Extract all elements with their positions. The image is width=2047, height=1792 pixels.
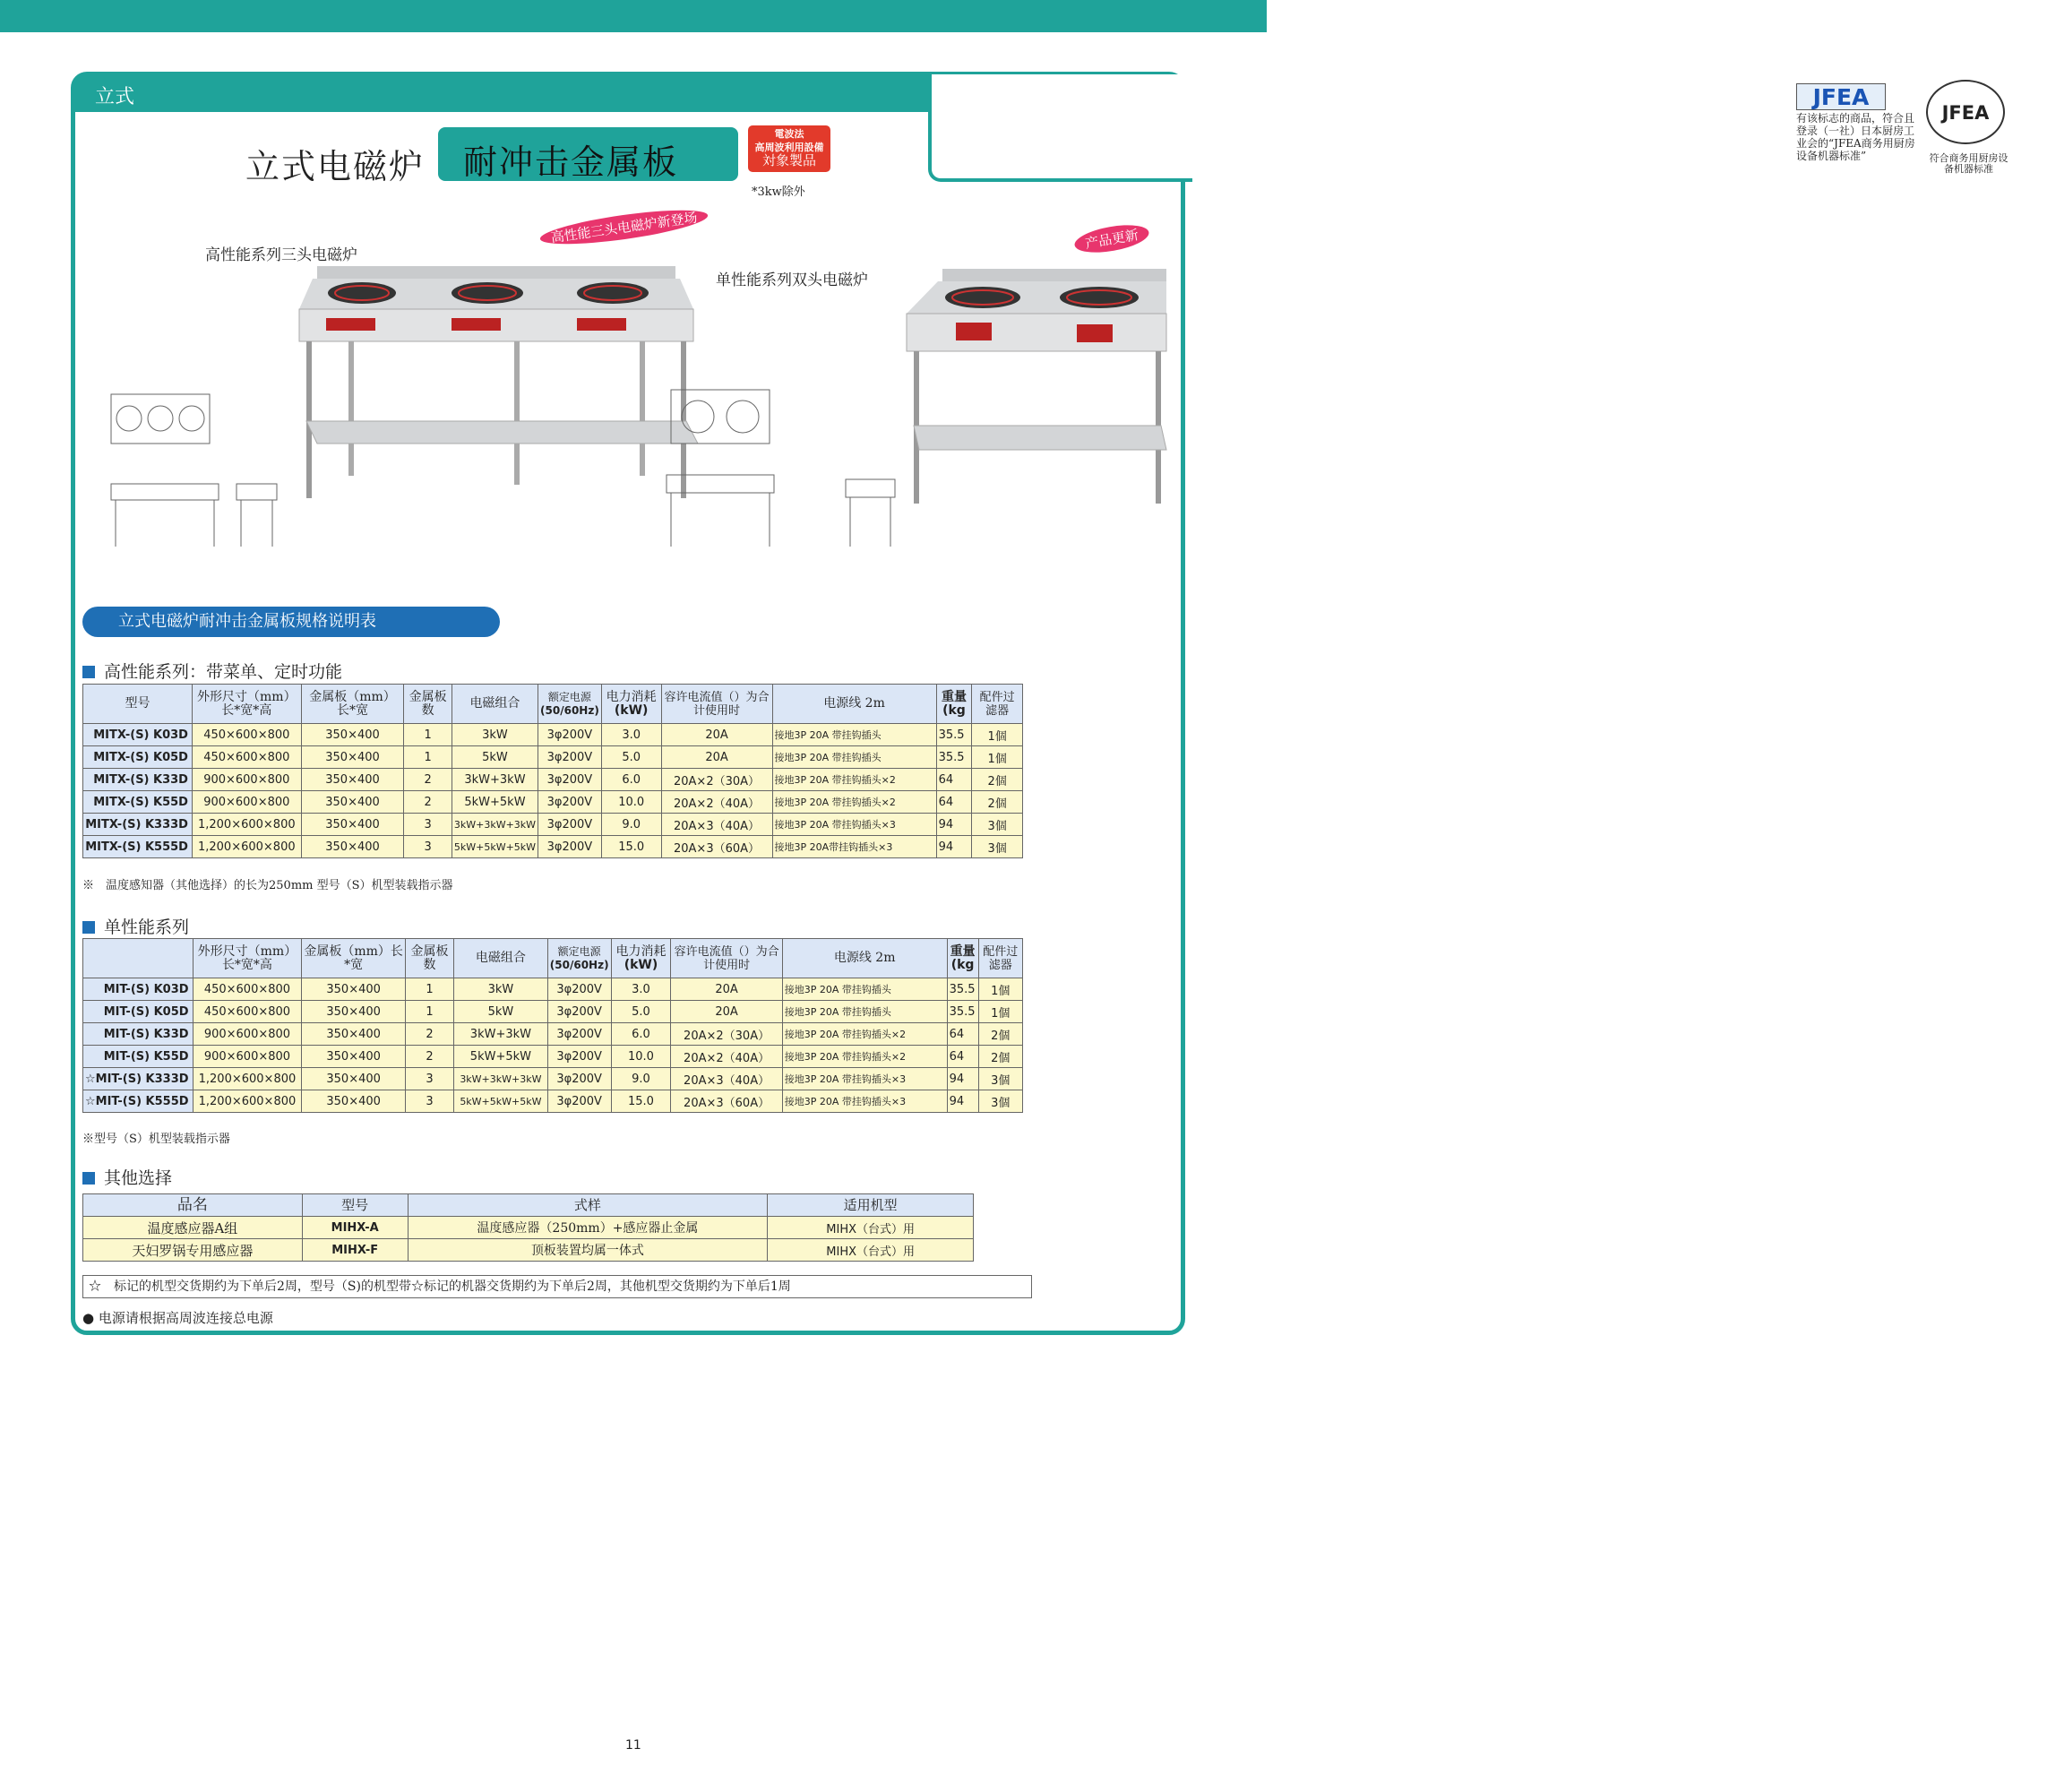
hdr-size: 外形尺寸（mm）长*宽*高	[192, 685, 301, 724]
table-cell: 2個	[978, 1046, 1022, 1068]
hdr2-weight	[947, 939, 978, 978]
top-band	[0, 0, 1267, 32]
table-cell: 350×400	[302, 1001, 406, 1023]
table-cell: 3個	[978, 1090, 1022, 1113]
table-cell: 3φ200V	[538, 814, 602, 836]
table-cell: 3	[405, 1068, 453, 1090]
table-cell: 1個	[978, 978, 1022, 1001]
table-cell: 3個	[972, 836, 1023, 858]
table-cell: 3φ200V	[538, 746, 602, 769]
hdr-power	[601, 685, 661, 724]
table-cell: 接地3P 20A 带挂钩插头	[782, 1001, 947, 1023]
table-row	[83, 724, 1023, 746]
table-cell: 20A	[661, 746, 772, 769]
hdr-voltage-b: (50/60Hz)	[540, 703, 599, 717]
power-note: ● 电源请根据高周波连接总电源	[82, 1310, 273, 1326]
table-cell: 顶板装置均属一体式	[408, 1239, 768, 1262]
table-cell: 2	[404, 769, 452, 791]
subtitle-ribbon	[438, 127, 738, 181]
table-cell: 5kW+5kW	[452, 791, 538, 814]
table-cell: 350×400	[302, 1046, 406, 1068]
table-cell: 1,200×600×800	[193, 1090, 302, 1113]
badge-line3: 対象製品	[761, 152, 816, 168]
table-row	[83, 791, 1023, 814]
table-cell: 450×600×800	[193, 978, 302, 1001]
table-cell: 35.5	[936, 746, 972, 769]
table-cell: 温度感应器（250mm）+感应器止金属	[408, 1217, 768, 1239]
hdr-voltage	[538, 685, 602, 724]
square-bullet-icon	[82, 921, 95, 934]
table-cell: 1個	[978, 1001, 1022, 1023]
opt-hdr-style: 式样	[408, 1194, 768, 1217]
table-row	[83, 1217, 974, 1239]
table-cell: 3φ200V	[547, 978, 611, 1001]
table-cell: 天妇罗锅专用感应器	[83, 1239, 303, 1262]
table-cell: 20A×2（30A）	[661, 769, 772, 791]
table-cell: 3φ200V	[547, 1001, 611, 1023]
radio-law-badge	[748, 125, 830, 172]
jfea-block	[1787, 78, 2047, 181]
table-cell: 64	[947, 1046, 978, 1068]
table-row	[83, 1090, 1023, 1113]
hdr-current: 容许电流值（）为合计使用时	[661, 685, 772, 724]
table-cell: 接地3P 20A 带挂钩插头×3	[782, 1068, 947, 1090]
table-cell: 5kW+5kW	[454, 1046, 548, 1068]
hdr-model: 型号	[83, 685, 193, 724]
table-cell: MITX-(S) K33D	[83, 769, 193, 791]
table-cell: 2個	[972, 791, 1023, 814]
table-cell: 接地3P 20A 带挂钩插头×2	[782, 1023, 947, 1046]
table-row	[83, 746, 1023, 769]
series1-footnote: ※ 温度感知器（其他选择）的长为250mm 型号（S）机型装载指示器	[82, 879, 453, 892]
table-cell: 94	[936, 814, 972, 836]
table-cell: 2	[405, 1023, 453, 1046]
table-cell: 20A×2（40A）	[671, 1046, 782, 1068]
table-cell: 350×400	[301, 769, 404, 791]
table-cell: 接地3P 20A 带挂钩插头×2	[782, 1046, 947, 1068]
table-cell: 350×400	[301, 836, 404, 858]
table-cell: MIT-(S) K33D	[83, 1023, 194, 1046]
hdr-combo: 电磁组合	[452, 685, 538, 724]
table-cell: 6.0	[601, 769, 661, 791]
table-cell: MITX-(S) K333D	[83, 814, 193, 836]
table-cell: 1	[404, 724, 452, 746]
table-cell: 3kW+3kW+3kW	[452, 814, 538, 836]
table-cell: 1	[405, 1001, 453, 1023]
table-cell: 接地3P 20A 带挂钩插头×2	[772, 769, 936, 791]
table-cell: 350×400	[301, 791, 404, 814]
table-cell: 2個	[978, 1023, 1022, 1046]
table-cell: 3φ200V	[538, 769, 602, 791]
table-row	[83, 769, 1023, 791]
table-cell: 2	[405, 1046, 453, 1068]
hdr-weight	[936, 685, 972, 724]
table-cell: MIHX-F	[302, 1239, 408, 1262]
table-row	[83, 1001, 1023, 1023]
hdr2-size: 外形尺寸（mm）长*宽*高	[193, 939, 302, 978]
table-cell: 900×600×800	[192, 791, 301, 814]
table-cell: 3φ200V	[547, 1023, 611, 1046]
table-cell: 350×400	[302, 1068, 406, 1090]
series2-heading-text: 单性能系列	[104, 918, 190, 937]
table-cell: 接地3P 20A 带挂钩插头	[772, 746, 936, 769]
table-cell: 15.0	[611, 1090, 671, 1113]
table-cell: 6.0	[611, 1023, 671, 1046]
table-cell: 64	[936, 769, 972, 791]
badge-line1: 電波法	[774, 128, 804, 140]
table-cell: 350×400	[301, 724, 404, 746]
table-cell: 3個	[972, 814, 1023, 836]
opt-hdr-applies: 适用机型	[768, 1194, 974, 1217]
table-cell: 900×600×800	[193, 1023, 302, 1046]
table-cell: 35.5	[947, 978, 978, 1001]
table-cell: 94	[936, 836, 972, 858]
hdr-filter: 配件过滤器	[972, 685, 1023, 724]
hdr2-combo: 电磁组合	[454, 939, 548, 978]
table-cell: 5kW	[454, 1001, 548, 1023]
table-cell: 3φ200V	[547, 1068, 611, 1090]
caption-two-burner: 单性能系列双头电磁炉	[716, 271, 868, 289]
options-heading-text: 其他选择	[104, 1168, 173, 1188]
table-cell: 20A×3（60A）	[661, 836, 772, 858]
table-cell: 1,200×600×800	[192, 836, 301, 858]
table-cell: 1,200×600×800	[193, 1068, 302, 1090]
square-bullet-icon	[82, 666, 95, 678]
table-cell: 20A	[661, 724, 772, 746]
table-cell: MITX-(S) K555D	[83, 836, 193, 858]
page-number: 11	[625, 1738, 641, 1753]
hdr-voltage-a: 额定电源	[547, 690, 591, 703]
table-cell: 20A×3（40A）	[671, 1068, 782, 1090]
hdr2-model	[83, 939, 194, 978]
table-cell: 15.0	[601, 836, 661, 858]
table-cell: 2個	[972, 769, 1023, 791]
table-cell: 温度感应器A组	[83, 1217, 303, 1239]
three-burner-schematic	[84, 381, 286, 573]
table-cell: 64	[947, 1023, 978, 1046]
hdr2-weight-b: (kg	[950, 957, 975, 972]
hdr-cord: 电源线 2m	[772, 685, 936, 724]
series1-table	[82, 684, 1023, 858]
table-cell: 9.0	[611, 1068, 671, 1090]
series2-heading	[82, 914, 189, 938]
table-cell: MIHX-A	[302, 1217, 408, 1239]
table-cell: 3kW+3kW+3kW	[454, 1068, 548, 1090]
hdr-count: 金属板数	[404, 685, 452, 724]
two-burner-stove-image	[898, 251, 1184, 520]
table-cell: 35.5	[947, 1001, 978, 1023]
table-row	[83, 1046, 1023, 1068]
hdr2-filter: 配件过滤器	[978, 939, 1022, 978]
table-cell: 3φ200V	[547, 1090, 611, 1113]
opt-hdr-model: 型号	[302, 1194, 408, 1217]
table-cell: 94	[947, 1090, 978, 1113]
update-tag: 产品更新	[1072, 220, 1150, 257]
delivery-note: ☆ 标记的机型交货期约为下单后2周，型号（S)的机型带☆标记的机器交货期约为下单后2周，其他机型交货期约为下单后1周	[82, 1275, 1032, 1298]
table-cell: 5.0	[601, 746, 661, 769]
table-cell: ☆MIT-(S) K555D	[83, 1090, 194, 1113]
table-row	[83, 836, 1023, 858]
hdr-weight-a: 重量	[941, 689, 967, 704]
hdr-weight-b: (kg	[942, 702, 966, 718]
jfea-text: 有该标志的商品，符合且登录（一社）日本厨房工业会的“JFEA商务用厨房设备机器标准”	[1796, 112, 1915, 162]
table-cell: 350×400	[301, 746, 404, 769]
page-title: 立式电磁炉	[245, 147, 426, 186]
table-row	[83, 978, 1023, 1001]
table-cell: 接地3P 20A 带挂钩插头×2	[772, 791, 936, 814]
table-cell: 3kW	[452, 724, 538, 746]
table-cell: 5kW	[452, 746, 538, 769]
table-cell: 接地3P 20A 带挂钩插头×3	[772, 814, 936, 836]
table-cell: MIT-(S) K05D	[83, 1001, 194, 1023]
table-cell: 3kW	[454, 978, 548, 1001]
table-cell: MIT-(S) K03D	[83, 978, 194, 1001]
table-cell: 接地3P 20A 带挂钩插头	[772, 724, 936, 746]
series2-header-row	[83, 939, 1023, 978]
spec-table-title: 立式电磁炉耐冲击金属板规格说明表	[82, 607, 500, 637]
table-row	[83, 814, 1023, 836]
note-3kw: *3kw除外	[752, 185, 805, 199]
series2-body	[83, 978, 1023, 1113]
table-cell: 450×600×800	[192, 724, 301, 746]
table-cell: 20A×2（40A）	[661, 791, 772, 814]
table-cell: MIHX（台式）用	[768, 1217, 974, 1239]
table-cell: 3φ200V	[538, 836, 602, 858]
square-bullet-icon	[82, 1172, 95, 1185]
table-cell: 350×400	[302, 1023, 406, 1046]
table-cell: 450×600×800	[192, 746, 301, 769]
series2-table	[82, 938, 1023, 1113]
caption-three-burner: 高性能系列三头电磁炉	[205, 246, 357, 264]
table-cell: 10.0	[611, 1046, 671, 1068]
table-row	[83, 1239, 974, 1262]
table-cell: 3	[404, 836, 452, 858]
table-cell: 35.5	[936, 724, 972, 746]
table-cell: 1	[405, 978, 453, 1001]
table-cell: 3φ200V	[538, 791, 602, 814]
table-cell: 900×600×800	[193, 1046, 302, 1068]
hdr2-plate: 金属板（mm）长*宽	[302, 939, 406, 978]
hdr2-power	[611, 939, 671, 978]
jfea-seal-text: 符合商务用厨房设备机器标准	[1929, 152, 2008, 175]
hdr2-power-a: 电力消耗	[615, 943, 667, 959]
table-cell: 3φ200V	[538, 724, 602, 746]
table-cell: 3個	[978, 1068, 1022, 1090]
section-label: 立式	[95, 86, 135, 108]
hdr-plate: 金属板（mm）长*宽	[301, 685, 404, 724]
table-cell: 9.0	[601, 814, 661, 836]
table-cell: 350×400	[301, 814, 404, 836]
table-cell: 20A	[671, 1001, 782, 1023]
table-cell: 3	[404, 814, 452, 836]
options-header-row	[83, 1194, 974, 1217]
hdr-power-a: 电力消耗	[606, 689, 657, 704]
hdr2-count: 金属板数	[405, 939, 453, 978]
table-cell: MITX-(S) K03D	[83, 724, 193, 746]
table-cell: 3kW+3kW	[454, 1023, 548, 1046]
table-cell: 350×400	[302, 978, 406, 1001]
hdr2-weight-a: 重量	[950, 943, 976, 959]
table-cell: MITX-(S) K55D	[83, 791, 193, 814]
table-cell: 2	[404, 791, 452, 814]
table-cell: 5kW+5kW+5kW	[452, 836, 538, 858]
table-cell: 94	[947, 1068, 978, 1090]
table-cell: 20A×3（60A）	[671, 1090, 782, 1113]
series1-body	[83, 724, 1023, 858]
table-cell: 10.0	[601, 791, 661, 814]
series1-header-row	[83, 685, 1023, 724]
series2-footnote: ※型号（S）机型装载指示器	[82, 1133, 230, 1146]
hdr-power-b: (kW)	[614, 702, 649, 718]
hdr2-power-b: (kW)	[624, 957, 658, 972]
table-cell: 3	[405, 1090, 453, 1113]
subtitle: 耐冲击金属板	[463, 142, 679, 182]
series1-heading-text: 高性能系列：带菜单、定时功能	[104, 662, 343, 682]
table-cell: 450×600×800	[193, 1001, 302, 1023]
logo-panel	[928, 74, 2008, 182]
table-cell: 3φ200V	[547, 1046, 611, 1068]
content-frame	[71, 72, 2008, 1335]
table-cell: 900×600×800	[192, 769, 301, 791]
jfea-seal-logo: JFEA	[1926, 80, 2005, 144]
badge-line2: 高周波利用設備	[754, 142, 824, 153]
table-cell: 3kW+3kW	[452, 769, 538, 791]
table-cell: 1個	[972, 746, 1023, 769]
hdr2-cord: 电源线 2m	[782, 939, 947, 978]
table-cell: 20A×3（40A）	[661, 814, 772, 836]
table-cell: 1,200×600×800	[192, 814, 301, 836]
table-cell: 350×400	[302, 1090, 406, 1113]
table-row	[83, 1068, 1023, 1090]
table-cell: MIT-(S) K55D	[83, 1046, 194, 1068]
jfea-logo: JFEA	[1796, 83, 1886, 110]
options-body	[83, 1217, 974, 1262]
table-row	[83, 1023, 1023, 1046]
table-cell: 5.0	[611, 1001, 671, 1023]
options-heading	[82, 1165, 172, 1189]
opt-hdr-name: 品名	[83, 1194, 303, 1217]
series1-heading	[82, 659, 342, 683]
table-cell: 接地3P 20A带挂钩插头×3	[772, 836, 936, 858]
table-cell: 3.0	[601, 724, 661, 746]
table-cell: 20A×2（30A）	[671, 1023, 782, 1046]
table-cell: MITX-(S) K05D	[83, 746, 193, 769]
hdr2-voltage	[547, 939, 611, 978]
table-cell: 20A	[671, 978, 782, 1001]
two-burner-schematic	[640, 372, 926, 556]
new-tag: 高性能三头电磁炉新登场	[538, 203, 710, 251]
options-table	[82, 1193, 974, 1262]
table-cell: 5kW+5kW+5kW	[454, 1090, 548, 1113]
table-cell: 3.0	[611, 978, 671, 1001]
table-cell: ☆MIT-(S) K333D	[83, 1068, 194, 1090]
hdr2-voltage-b: (50/60Hz)	[549, 958, 609, 971]
table-cell: MIHX（台式）用	[768, 1239, 974, 1262]
table-cell: 1	[404, 746, 452, 769]
table-cell: 接地3P 20A 带挂钩插头	[782, 978, 947, 1001]
table-cell: 64	[936, 791, 972, 814]
table-cell: 接地3P 20A 带挂钩插头×3	[782, 1090, 947, 1113]
hdr2-current: 容许电流值（）为合计使用时	[671, 939, 782, 978]
hdr2-voltage-a: 额定电源	[557, 944, 601, 958]
table-cell: 1個	[972, 724, 1023, 746]
